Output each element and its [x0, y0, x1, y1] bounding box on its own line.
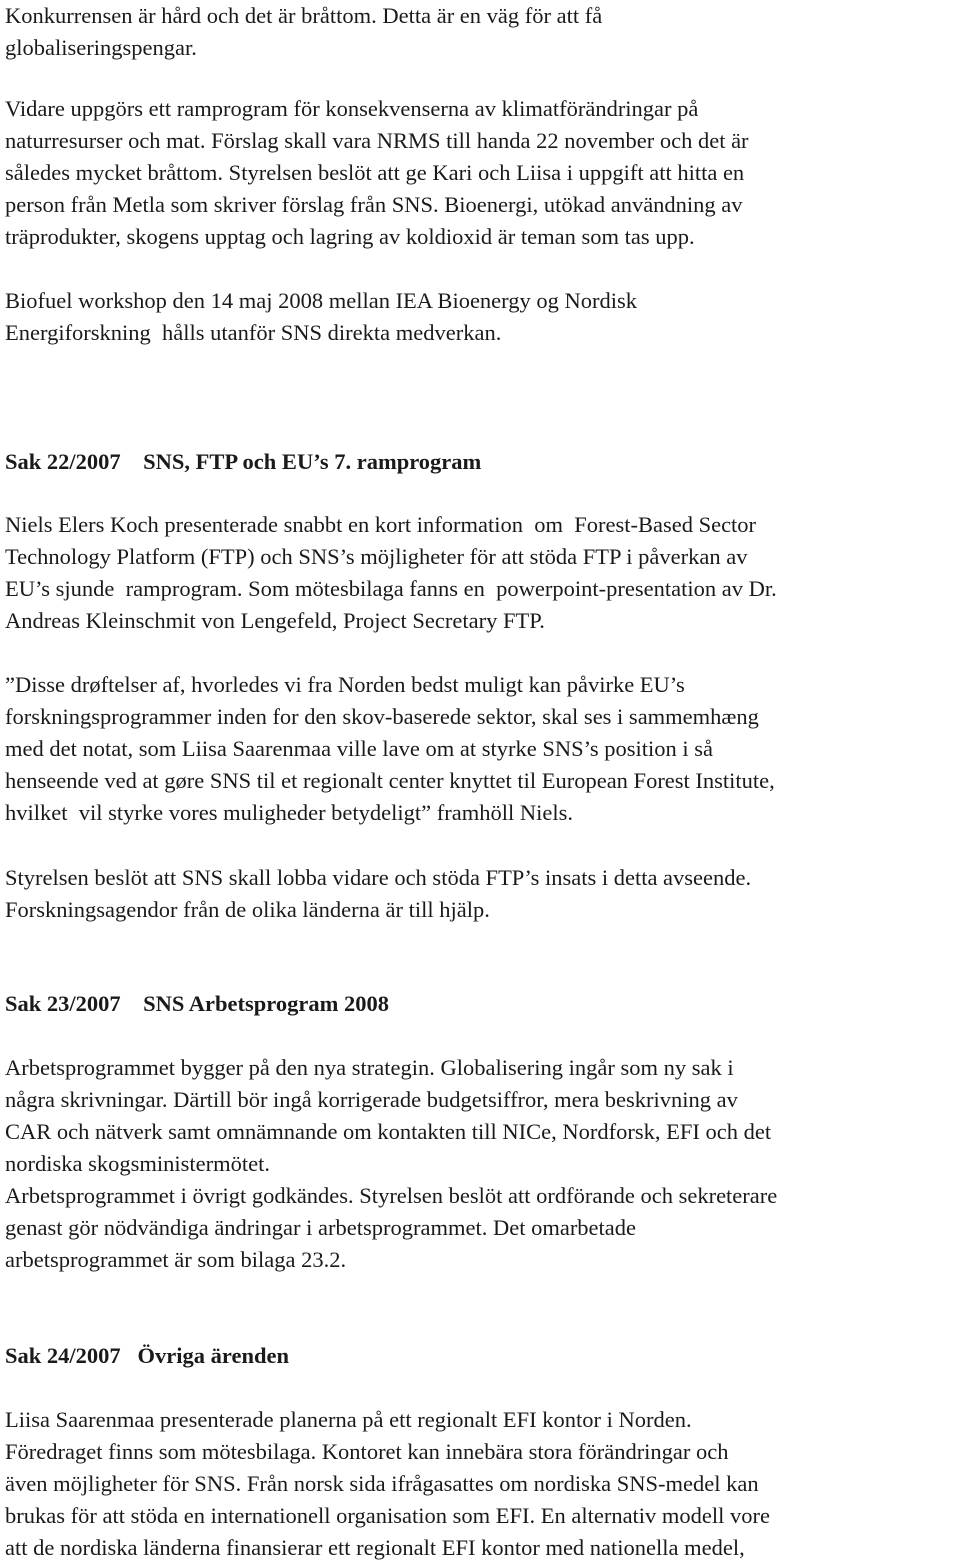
paragraph-quote [5, 669, 955, 829]
heading-sak-22: Sak 22/2007 SNS, FTP och EU’s 7. ramprogram [5, 449, 482, 474]
text-line: Konkurrensen är hård och det är bråttom. Detta är en väg för att få [5, 3, 603, 28]
text-line: Biofuel workshop den 14 maj 2008 mellan IEA Bioenergy og Nordisk [5, 288, 637, 313]
paragraph-biofuel-workshop [5, 285, 955, 349]
text-line: Styrelsen beslöt att SNS skall lobba vidare och stöda FTP’s insats i detta avseende. [5, 865, 752, 890]
paragraph-intro [5, 0, 955, 64]
paragraph-board-decision [5, 862, 955, 926]
text-line: träprodukter, skogens upptag och lagring av koldioxid är teman som tas upp. [5, 224, 695, 249]
text-line: Arbetsprogrammet i övrigt godkändes. Styrelsen beslöt att ordförande och sekreterare [5, 1183, 778, 1208]
text-line: Energiforskning hålls utanför SNS direkta medverkan. [5, 320, 502, 345]
text-line: Andreas Kleinschmit von Lengefeld, Project Secretary FTP. [5, 608, 545, 633]
heading-sak-24: Sak 24/2007 Övriga ärenden [5, 1343, 289, 1368]
paragraph-climate-program [5, 93, 955, 253]
text-line: Liisa Saarenmaa presenterade planerna på ett regionalt EFI kontor i Norden. [5, 1407, 692, 1432]
text-line: ”Disse drøftelser af, hvorledes vi fra Norden bedst muligt kan påvirke EU’s [5, 672, 685, 697]
paragraph-ftp [5, 509, 955, 637]
text-line: naturresurser och mat. Förslag skall vara NRMS till handa 22 november och det är [5, 128, 749, 153]
text-line: globaliseringspengar. [5, 35, 197, 60]
text-line: CAR och nätverk samt omnämnande om kontakten till NICe, Nordforsk, EFI och det [5, 1119, 772, 1144]
heading-sak-23: Sak 23/2007 SNS Arbetsprogram 2008 [5, 991, 389, 1016]
paragraph-work-program [5, 1052, 955, 1276]
text-line: forskningsprogrammer inden for den skov-baserede sektor, skal ses i sammemhæng [5, 704, 759, 729]
text-line: brukas för att stöda en internationell organisation som EFI. En alternativ modell vore [5, 1503, 771, 1528]
text-line: att de nordiska länderna finansierar ett regionalt EFI kontor med nationella medel, [5, 1535, 745, 1560]
text-line: Arbetsprogrammet bygger på den nya strategin. Globalisering ingår som ny sak i [5, 1055, 734, 1080]
text-line: nordiska skogsministermötet. [5, 1151, 270, 1176]
text-line: arbetsprogrammet är som bilaga 23.2. [5, 1247, 347, 1272]
text-line: hvilket vil styrke vores muligheder betydeligt” framhöll Niels. [5, 800, 573, 825]
text-line: med det notat, som Liisa Saarenmaa ville lave om at styrke SNS’s position i så [5, 736, 714, 761]
text-line: Vidare uppgörs ett ramprogram för konsekvenserna av klimatförändringar på [5, 96, 699, 121]
text-line: Forskningsagendor från de olika länderna är till hjälp. [5, 897, 490, 922]
text-line: genast gör nödvändiga ändringar i arbetsprogrammet. Det omarbetade [5, 1215, 637, 1240]
text-line: person från Metla som skriver förslag från SNS. Bioenergi, utökad användning av [5, 192, 743, 217]
text-line: Technology Platform (FTP) och SNS’s möjligheter för att stöda FTP i påverkan av [5, 544, 748, 569]
text-line: även möjligheter för SNS. Från norsk sida ifrågasattes om nordiska SNS-medel kan [5, 1471, 759, 1496]
text-line: Föredraget finns som mötesbilaga. Kontoret kan innebära stora förändringar och [5, 1439, 729, 1464]
paragraph-efi-office [5, 1404, 955, 1564]
text-line: henseende ved at gøre SNS til et regionalt center knyttet til European Forest Institute, [5, 768, 775, 793]
text-line: således mycket bråttom. Styrelsen beslöt att ge Kari och Liisa i uppgift att hitta en [5, 160, 745, 185]
text-line: Niels Elers Koch presenterade snabbt en kort information om Forest-Based Sector [5, 512, 757, 537]
text-line: några skrivningar. Därtill bör ingå korrigerade budgetsiffror, mera beskrivning av [5, 1087, 738, 1112]
text-line: EU’s sjunde ramprogram. Som mötesbilaga fanns en powerpoint-presentation av Dr. [5, 576, 777, 601]
